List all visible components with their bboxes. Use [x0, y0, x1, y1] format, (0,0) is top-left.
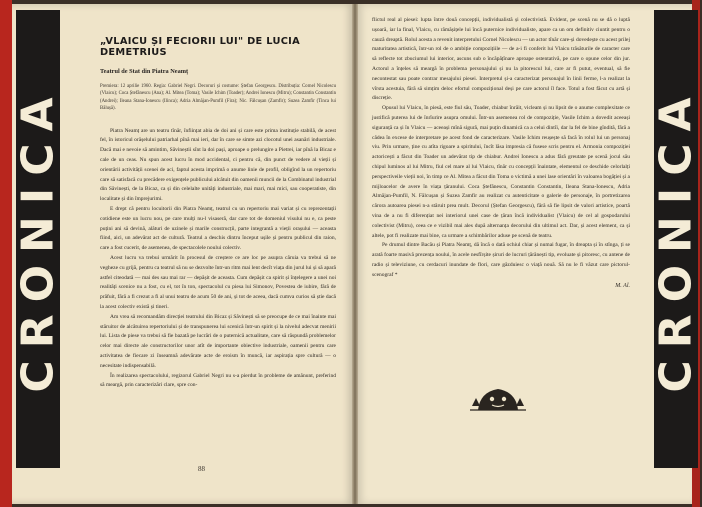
page-gutter	[352, 4, 358, 504]
cronica-band-label: CRONICA	[650, 85, 702, 393]
cronica-band-right	[650, 10, 702, 468]
page-number: 88	[198, 465, 205, 473]
paragraph: Piatra Neamț are un teatru tînăr, înființat abia de doi ani și care este prima instituție stabilă, de acest fel, în istoricul orășelului patriarhal pînă mai ieri, dar în care se simte azi clocotul unei asanări industriale. Dacă mai e nevoie să amintim, Săvineștii sînt la doi pași, aproape o prelungire a Pietrei, iar pînă la Bicaz e cale de un ceas. Nu spun acest lucru în mod accidental, ci pentru că, din punct de vedere al vieții și orientării activității scenei de aci, faptul acesta imprimă o anume linie de profil, obligînd la un repertoriu care să satisfacă cu precădere exigențele publicului alcătuit din oamenii muncii de la Combinatul industrial din Săvinești, de la Bicaz, ca și din celelalte unități industriale, mai mari, mai mici, sau cooperatiste, din localitate și din împrejurimi.	[100, 127, 336, 203]
cronica-band-left	[12, 10, 64, 468]
author-signature: M. Al.	[615, 282, 630, 289]
paragraph: Acest lucru va trebui urmărit în procesul de creștere ce are loc pe asupra căruia va trebui să ne vegheze cu grijă, pentru ca teatrul să nu se dezvolte într-un ritm mai lent decît viața din jurul lui și să apară astfel citeodată — mai des sau mai rar — depășit de aceasta. Cum depășit ca spirit și înțelegere a unei noi realități scenice nu a fost, cu el, tot în ton, spectacolul cu piesa lui Simonov, Povestea de iubire, fără de prăfuit, fără a fi crezut a fi al unui teatru de acum 50 de ani, și tot de aceea, dacă cumva curios să știe dacă la acest colectiv există și tineri.	[100, 254, 336, 310]
article-subtitle: Teatrul de Stat din Piatra Neamț	[100, 68, 189, 75]
paragraph: flictul real al piesei: lupta între două concepții, individualistă și colectivistă. Evident, pe scenă nu se dă o luptă ușoară, iar la final, Vlaicu, cu rămășițele lui încă puternice individualiste, apare ca un om definitiv ciuntit pentru o cauză dreaptă. Rolul acesta a revenit interpretului Cornel Nicolescu — un actor tînăr care-și dovedește cu acest prilej maturitatea artistică, într-un rol de o ambiție compozițiile — de a-i fi conferit lui Vlaicu trăsăturile de caracter care să reflecte tot zbuciumul lui interior, ascuns sub o încăpățînare aproape ostentativă, pe care o opune celor din jur. Actorul a înțeles să meargă în problema personajului și nu la pitorescul lui, care ar fi putut, eventual, să fie necontestat sau poate contrar mesajului piesei. Interpretul și-a caracterizat personajul în linii ferme, l-a realizat la vîrsta acestuia, fără să simțim deloc efortul compozițional deși pe care actorul îl face. Totul a fost făcut cu artă și discreție.	[372, 17, 630, 102]
theater-mask-vignette	[468, 384, 528, 412]
cronica-band-label: CRONICA	[12, 85, 64, 393]
article-body-right	[372, 16, 630, 281]
paragraph: Pe drumul dintre Bacău și Piatra Neamț, dă încă o dată ochiul chiar și numai fugar, în dreapta și în stînga, ți se arată foarte masivă prezența noului, în acele nesfîrșite șiruri de lucruri țărănești tip, evoluate și pitoresc, cu antene de radio și televiziune, cu cerdacuri inundate de flori, care găzduiesc o viață nouă. Să nu le fi văzut care pictorul-scenograf *	[372, 242, 630, 278]
left-column	[100, 36, 336, 391]
paragraph: În realizarea spectacolului, regizorul Gabriel Negri nu s-a pierdut în probleme de amănunt, preferind să meargă, prin caracterizări clare, spre con-	[100, 372, 336, 389]
paragraph: Am vrea să recomandăm direcției teatrului din Bicaz și Săvinești să se preocupe de ce mai înainte mai stăruitor de alcătuirea repertoriului și de transpunerea lui scenică într-un spirit și la nivelul adecvat menirii lui. Lista de piese va trebui să fie bazată pe lucrări de o puternică actualitate, care să răspundă problemelor celor mai directe ale constructorilor unor atît de importante obiective industriale, oamenii pentru care activitatea de fiecare zi înseamnă adevărate acte de eroism în muncă, iar aspirația spre cultură — o necesitate indispensabilă.	[100, 313, 336, 369]
cast-listing: Premiera: 12 aprilie 1960. Regia: Gabriel Negri. Decoruri și costume: Ștefan Georgescu. Distribuția: Cornel Nicolescu (Vlaicu); Coca Ștefănescu (Ana); Al. Mitea (Toma); Vasile Ichim (Toader); Andrei Ionescu (Mitru); Constantin Constantin (Andrei); Ileana Stana-Ionescu (Ilinca); Adria Almăjan-Pumfil (Fira); Nic. Fălcușan (Zamfir); Suzea Zamfir (Tinca lui Bălușă).	[100, 84, 336, 112]
article-title: „VLAICU ȘI FECIORII LUI" DE LUCIA DEMETRIUS	[100, 36, 301, 58]
paragraph: E drept că pentru locuitorii din Piatra Neamț, teatrul cu un repertoriu mai variat și cu reprezentații cotidiene este un lucru nou, pe care mulți nu-l visaseră, dar care tot de domeniul visului nu e, ca peste puțini ani să devină, alături de uzinele și marile construcții, parte integrantă a vieții orașului — aceasta fiind, aici, un adevărat act de cultură. Teatrul a deschis dintru început ușile și pentru publicul din raion, care a fost cucerit, de asemenea, de spectacolele noului colectiv.	[100, 206, 336, 252]
paragraph: Opusul lui Vlaicu, în piesă, este fiul său, Toader, chiabur înrăit, vicleam și nu lipsit de o anume complexitate ce justifică puterea lui de înrîurire asupra omului. Într-un asemenea rol de compoziție, Vasile Ichim a dovedit aceeași siguranță ca și în Vlaicu — aceeași mînă sigură, mai puțin dinamică ca a celui dintîi, dar la fel de bine gîndită, fără a cădea în excese de interpretare pe acest fond de caracterizare. Vasile Ichim reușește să facă în rolul lui un personaj viu. Prin urmare, ține cu atîta rigoare a spiritului, încît lăsa impresia că fusese scris pentru el. Armonia compoziției actoricești a făcut din Toader un adevărat tip de chiabur. Andrei Ionescu a adus fără greutate pe scenă jocul său chipul luminos al lui Mitru, fiul cel mare al lui Vlaicu, tînăr cu concepții înaintate, elementul ce deschide celorlalți perspectiveile vieții noi, în timp ce Al. Mitea a făcut din Toma o victimă a unei lase orientări în valoarea bogăției și a mijloacelor de avere în viața țăranului. Coca Ștefănescu, Constantin Constantin, Ileana Stana-Ionescu, Adria Almăjan-Pumfil, N. Fălcușan și Suzea Zamfir au realizat cu autenticitate o galerie de personaje, în portretizarea cărora autoarea piesei n-a stăruit prea mult. Decorul (Ștefan Georgescu), fără să fie lipsit de valori artistice, poartă vina de a nu fi diferențiat nei interiorul unei case de țăran încă individualist (Vlaicu) de cel al gospodarului colectivist (Mitru), ceea ce e vizibil mai ales după alternanța decorului din ultimul act. Dar, și acest element, ca și altele, pot fi realizate mai bine, ca urmare a schimbărilor aduse pe scenă de teatru.	[372, 105, 630, 239]
right-column	[372, 16, 630, 289]
book-spine-left	[0, 0, 12, 507]
article-body-left	[100, 127, 336, 392]
